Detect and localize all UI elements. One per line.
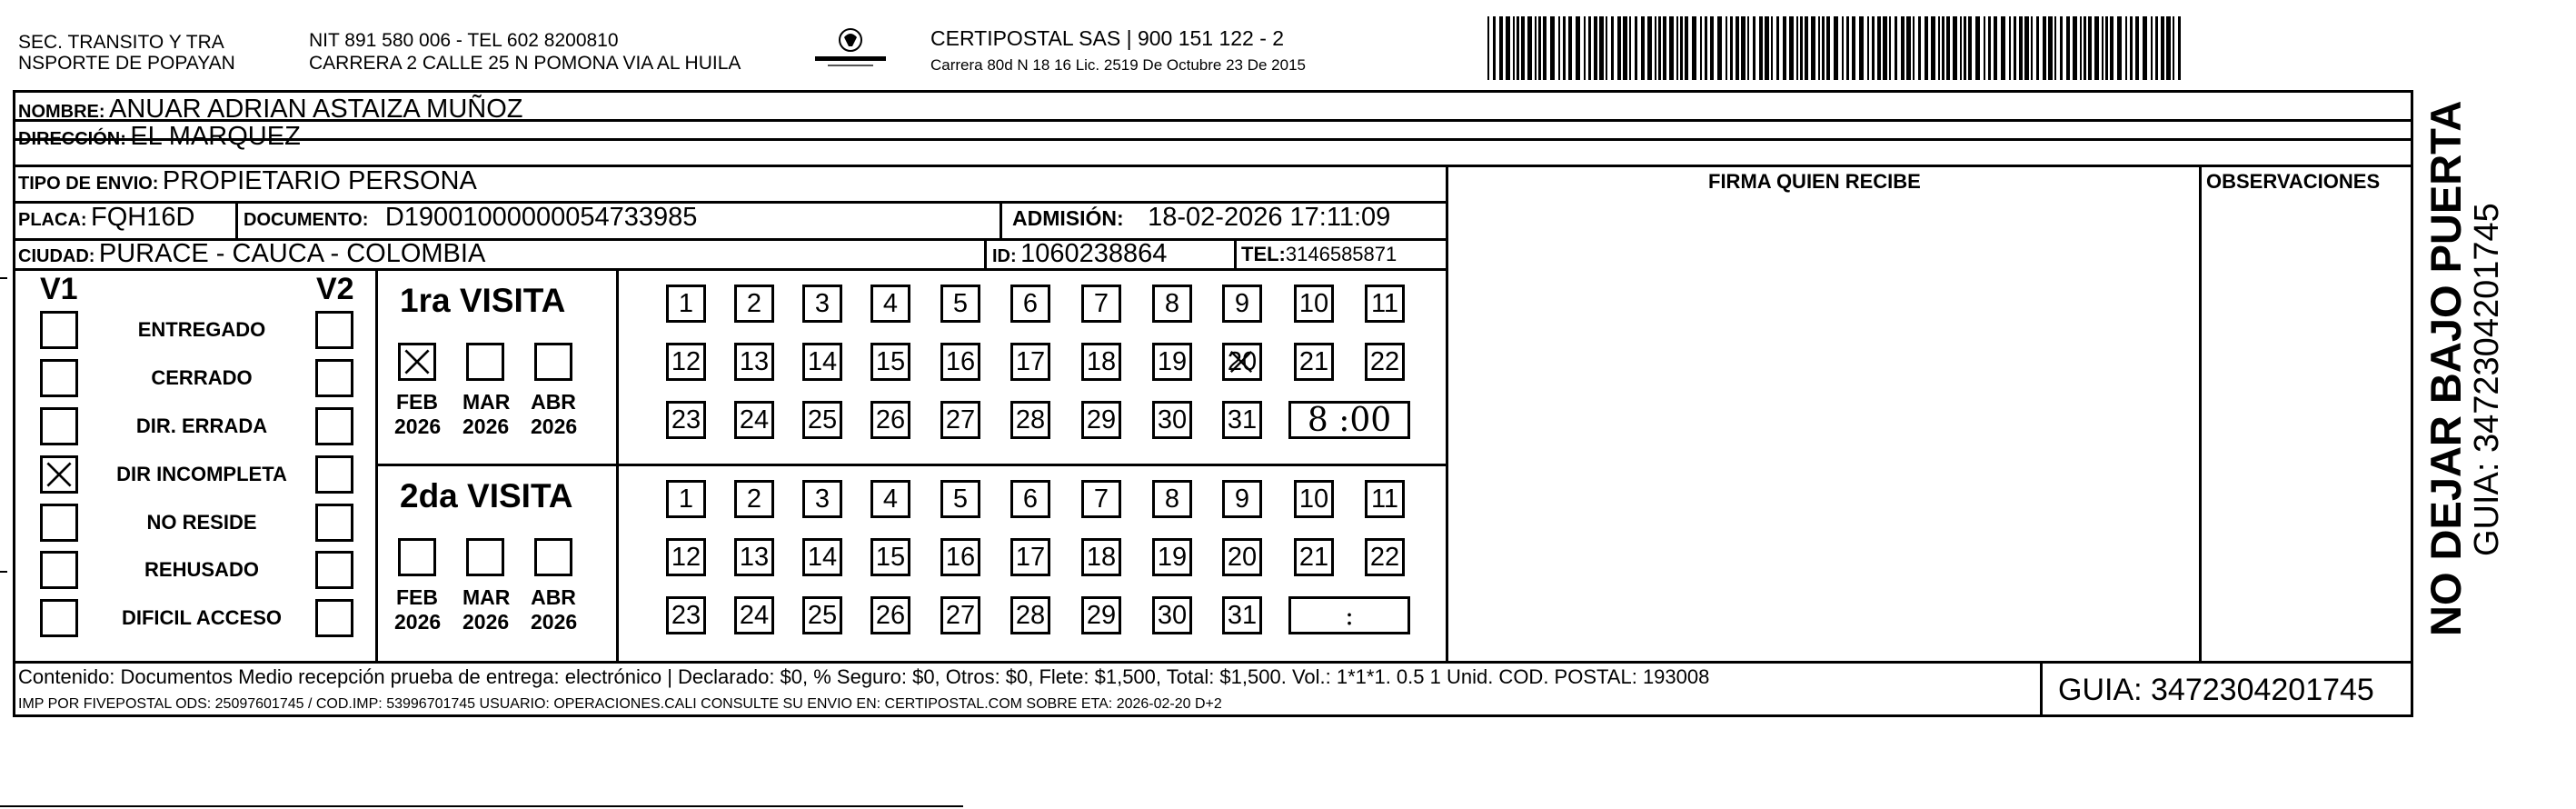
day-number: 1: [678, 288, 694, 318]
v2-label: V2: [316, 272, 354, 306]
footer-guia: GUIA: 3472304201745: [2058, 673, 2374, 707]
day-number: 30: [1157, 600, 1188, 630]
day-number: 11: [1370, 288, 1399, 318]
day-box[interactable]: [1010, 401, 1050, 439]
v2-checkbox[interactable]: [315, 407, 353, 445]
day-box[interactable]: [940, 596, 980, 634]
day-box[interactable]: [666, 343, 706, 381]
day-box[interactable]: [1365, 538, 1405, 576]
status-label: DIFICIL ACCESO: [121, 606, 282, 629]
sender-address: CARRERA 2 CALLE 25 N POMONA VIA AL HUILA: [309, 53, 741, 74]
day-box[interactable]: [1365, 343, 1405, 381]
id-value: 1060238864: [1020, 239, 1168, 268]
day-number: 18: [1086, 346, 1117, 376]
day-number: 12: [671, 542, 701, 572]
v2-checkbox[interactable]: [315, 311, 353, 349]
day-number: 3: [814, 484, 830, 514]
day-box[interactable]: [940, 285, 980, 323]
day-box[interactable]: [1222, 343, 1262, 381]
day-number: 8: [1164, 288, 1180, 318]
sender-line-1: SEC. TRANSITO Y TRA: [18, 32, 224, 53]
day-box[interactable]: [870, 596, 910, 634]
day-box[interactable]: [666, 401, 706, 439]
day-number: 18: [1086, 542, 1117, 572]
day-number: 22: [1369, 542, 1400, 572]
day-box[interactable]: [1081, 401, 1121, 439]
day-box[interactable]: [1010, 538, 1050, 576]
status-label: CERRADO: [151, 366, 253, 389]
direccion-value: EL MARQUEZ: [130, 122, 301, 151]
day-box[interactable]: [1010, 596, 1050, 634]
day-box[interactable]: [870, 285, 910, 323]
day-box[interactable]: [870, 343, 910, 381]
day-box[interactable]: [1152, 285, 1192, 323]
status-label: NO RESIDE: [146, 511, 257, 534]
day-number: 31: [1227, 404, 1258, 434]
edge-mark-left: [0, 571, 7, 573]
status-label: REHUSADO: [144, 558, 259, 581]
day-number: 15: [875, 542, 906, 572]
day-box[interactable]: [1152, 343, 1192, 381]
day-box[interactable]: [666, 285, 706, 323]
tel-value: 3146585871: [1285, 243, 1397, 265]
day-box[interactable]: [870, 538, 910, 576]
v2-checkbox[interactable]: [315, 359, 353, 397]
edge-mark-left: [0, 277, 7, 279]
v1-checkbox[interactable]: [40, 504, 78, 542]
day-box[interactable]: [1152, 538, 1192, 576]
side-guia: GUIA: 3472304201745: [2468, 203, 2506, 556]
month-label: [531, 390, 576, 439]
day-number: 12: [671, 346, 701, 376]
time-field[interactable]: [1288, 401, 1410, 439]
v1-checkbox[interactable]: [40, 599, 78, 637]
day-box[interactable]: [734, 538, 774, 576]
day-box[interactable]: [734, 480, 774, 518]
month-checkbox[interactable]: [466, 343, 504, 381]
day-box[interactable]: [1081, 480, 1121, 518]
day-box[interactable]: [1010, 285, 1050, 323]
day-box[interactable]: [1081, 285, 1121, 323]
nombre-label: NOMBRE:: [18, 102, 105, 122]
day-box[interactable]: [1152, 596, 1192, 634]
sender-nit-tel: NIT 891 580 006 - TEL 602 8200810: [309, 30, 619, 51]
month-label: [394, 390, 440, 439]
direccion-row: [18, 124, 301, 150]
month-label: [531, 585, 576, 634]
tel-label: TEL:: [1241, 243, 1286, 265]
day-number: 7: [1093, 288, 1109, 318]
day-box[interactable]: [734, 401, 774, 439]
day-box[interactable]: [802, 401, 842, 439]
day-number: 2: [746, 288, 762, 318]
placa-row: [18, 205, 194, 231]
v2-checkbox[interactable]: [315, 504, 353, 542]
day-box[interactable]: [1294, 480, 1334, 518]
day-number: 8: [1164, 484, 1180, 514]
status-label: DIR INCOMPLETA: [116, 463, 287, 485]
id-label: ID:: [992, 246, 1017, 266]
day-box[interactable]: [1294, 285, 1334, 323]
month-year: 2026: [462, 414, 510, 438]
day-box[interactable]: [1222, 538, 1262, 576]
day-number: 20: [1227, 346, 1258, 376]
x-check-mark-icon: [401, 345, 433, 378]
month-label: [462, 390, 511, 439]
day-number: 6: [1022, 288, 1039, 318]
day-box[interactable]: [802, 343, 842, 381]
tel-row: [1241, 245, 1397, 265]
v1-checkbox[interactable]: [40, 359, 78, 397]
day-number: 31: [1227, 600, 1258, 630]
day-number: 21: [1298, 346, 1329, 376]
day-number: 25: [807, 404, 838, 434]
day-number: 29: [1086, 404, 1117, 434]
placa-label: PLACA:: [18, 210, 87, 230]
day-box[interactable]: [940, 480, 980, 518]
admision-label: ADMISIÓN:: [1012, 206, 1124, 230]
day-box[interactable]: [1010, 343, 1050, 381]
day-box[interactable]: [666, 480, 706, 518]
month-name: FEB: [396, 390, 438, 414]
month-name: MAR: [462, 585, 511, 609]
admision-row: [1012, 205, 1390, 231]
observaciones-label: OBSERVACIONES: [2206, 170, 2381, 193]
day-box[interactable]: [1222, 285, 1262, 323]
day-number: 20: [1227, 542, 1258, 572]
month-year: 2026: [394, 610, 442, 634]
day-box[interactable]: [734, 343, 774, 381]
day-number: 16: [945, 542, 976, 572]
day-number: 19: [1157, 542, 1188, 572]
month-label: [394, 585, 440, 634]
day-box[interactable]: [1294, 538, 1334, 576]
month-year: 2026: [531, 414, 578, 438]
day-box[interactable]: [1222, 401, 1262, 439]
time-value: 8 :00: [1307, 401, 1392, 439]
day-number: 30: [1157, 404, 1188, 434]
v1-checkbox[interactable]: [40, 407, 78, 445]
day-number: 7: [1093, 484, 1109, 514]
status-label: DIR. ERRADA: [135, 414, 268, 437]
day-box[interactable]: [802, 596, 842, 634]
month-checkbox[interactable]: [534, 343, 572, 381]
day-box[interactable]: [940, 538, 980, 576]
day-number: 9: [1234, 484, 1250, 514]
month-name: FEB: [396, 585, 438, 609]
visit-title: 2da VISITA: [400, 477, 573, 514]
day-number: 5: [952, 288, 969, 318]
day-box[interactable]: [1152, 480, 1192, 518]
day-number: 21: [1298, 542, 1329, 572]
day-number: 27: [945, 600, 976, 630]
day-number: 3: [814, 288, 830, 318]
v1-label: V1: [40, 272, 78, 306]
day-number: 9: [1234, 288, 1250, 318]
day-number: 23: [671, 404, 701, 434]
day-number: 25: [807, 600, 838, 630]
id-row: [992, 241, 1167, 267]
x-check-mark-icon: [43, 458, 75, 491]
day-box[interactable]: [802, 480, 842, 518]
day-box[interactable]: [1081, 343, 1121, 381]
month-name: ABR: [531, 390, 576, 414]
month-checkbox[interactable]: [398, 538, 436, 576]
day-box[interactable]: [1222, 596, 1262, 634]
day-number: 26: [875, 404, 906, 434]
v2-checkbox[interactable]: [315, 599, 353, 637]
nombre-row: [18, 96, 522, 123]
day-box[interactable]: [734, 596, 774, 634]
day-number: 4: [882, 484, 899, 514]
company-license: Carrera 80d N 18 16 Lic. 2519 De Octubre 23 De 2015: [930, 56, 1306, 74]
day-number: 23: [671, 600, 701, 630]
day-number: 24: [739, 600, 770, 630]
ciudad-value: PURACE - CAUCA - COLOMBIA: [98, 239, 486, 268]
day-number: 29: [1086, 600, 1117, 630]
tipo-envio-label: TIPO DE ENVIO:: [18, 174, 159, 194]
day-box[interactable]: [1365, 285, 1405, 323]
month-year: 2026: [462, 610, 510, 634]
day-box[interactable]: [666, 596, 706, 634]
day-box[interactable]: [940, 401, 980, 439]
month-name: MAR: [462, 390, 511, 414]
day-box[interactable]: [1081, 538, 1121, 576]
v1-checkbox[interactable]: [40, 551, 78, 589]
cut-line: [0, 805, 963, 807]
day-number: 13: [739, 542, 770, 572]
nombre-value: ANUAR ADRIAN ASTAIZA MUÑOZ: [109, 95, 523, 124]
certipostal-logo-icon: [811, 26, 890, 74]
month-checkbox[interactable]: [466, 538, 504, 576]
day-box[interactable]: [1081, 596, 1121, 634]
day-number: 17: [1015, 346, 1046, 376]
company-name: CERTIPOSTAL SAS | 900 151 122 - 2: [930, 26, 1285, 50]
day-box[interactable]: [870, 480, 910, 518]
no-dejar-bajo-puerta: NO DEJAR BAJO PUERTA: [2422, 100, 2470, 636]
day-number: 10: [1298, 484, 1329, 514]
placa-value: FQH16D: [91, 203, 195, 232]
time-value: :: [1345, 600, 1354, 631]
day-box[interactable]: [734, 285, 774, 323]
day-number: 2: [746, 484, 762, 514]
direccion-label: DIRECCIÓN:: [18, 129, 126, 149]
documento-value: D19001000000054733985: [384, 203, 698, 232]
day-number: 24: [739, 404, 770, 434]
day-number: 28: [1015, 404, 1046, 434]
month-name: ABR: [531, 585, 576, 609]
day-number: 13: [739, 346, 770, 376]
day-number: 14: [807, 346, 838, 376]
documento-label: DOCUMENTO:: [244, 210, 369, 230]
month-label: [462, 585, 511, 634]
day-box[interactable]: [1294, 343, 1334, 381]
day-number: 16: [945, 346, 976, 376]
contenido-text: Contenido: Documentos Medio recepción prueba de entrega: electrónico | Declarado: $0, % Seguro: $0, Otros: $0, Flete: $1,500, Total: $1,500. Vol.: 1*1*1. 0.5 1 Unid. COD. POSTAL: 193008: [18, 665, 1710, 688]
v2-checkbox[interactable]: [315, 455, 353, 494]
month-year: 2026: [394, 414, 442, 438]
admision-value: 18-02-2026 17:11:09: [1148, 203, 1391, 232]
day-box[interactable]: [1010, 480, 1050, 518]
day-number: 1: [678, 484, 694, 514]
month-year: 2026: [531, 610, 578, 634]
ciudad-row: [18, 241, 485, 267]
day-number: 17: [1015, 542, 1046, 572]
day-number: 4: [882, 288, 899, 318]
ciudad-label: CIUDAD:: [18, 246, 95, 266]
day-number: 6: [1022, 484, 1039, 514]
v1-checkbox[interactable]: [40, 311, 78, 349]
time-field[interactable]: [1288, 596, 1410, 634]
status-label: ENTREGADO: [137, 318, 266, 341]
day-number: 11: [1370, 484, 1399, 514]
day-box[interactable]: [802, 285, 842, 323]
v1-checkbox[interactable]: [40, 455, 78, 494]
x-check-mark-icon: [1227, 347, 1256, 376]
day-number: 19: [1157, 346, 1188, 376]
day-number: 5: [952, 484, 969, 514]
imp-text: IMP POR FIVEPOSTAL ODS: 25097601745 / COD.IMP: 53996701745 USUARIO: OPERACIONES.CALI CONSULTE SU ENVIO EN: CERTIPOSTAL.COM SOBRE ETA: 2026-02-20 D+2: [18, 696, 1222, 712]
day-box[interactable]: [802, 538, 842, 576]
visit-title: 1ra VISITA: [400, 282, 566, 319]
tipo-envio-row: [18, 168, 477, 195]
day-number: 26: [875, 600, 906, 630]
tipo-envio-value: PROPIETARIO PERSONA: [162, 166, 477, 195]
day-box[interactable]: [1152, 401, 1192, 439]
barcode-icon: [1487, 16, 2182, 80]
day-box[interactable]: [666, 538, 706, 576]
day-box[interactable]: [940, 343, 980, 381]
v2-checkbox[interactable]: [315, 551, 353, 589]
day-box[interactable]: [870, 401, 910, 439]
month-checkbox[interactable]: [534, 538, 572, 576]
firma-label: FIRMA QUIEN RECIBE: [1708, 170, 1921, 193]
day-number: 28: [1015, 600, 1046, 630]
sender-line-2: NSPORTE DE POPAYAN: [18, 53, 235, 74]
day-number: 22: [1369, 346, 1400, 376]
month-checkbox[interactable]: [398, 343, 436, 381]
documento-row: [244, 205, 697, 231]
day-number: 15: [875, 346, 906, 376]
day-box[interactable]: [1365, 480, 1405, 518]
day-number: 14: [807, 542, 838, 572]
day-number: 10: [1298, 288, 1329, 318]
day-box[interactable]: [1222, 480, 1262, 518]
day-number: 27: [945, 404, 976, 434]
